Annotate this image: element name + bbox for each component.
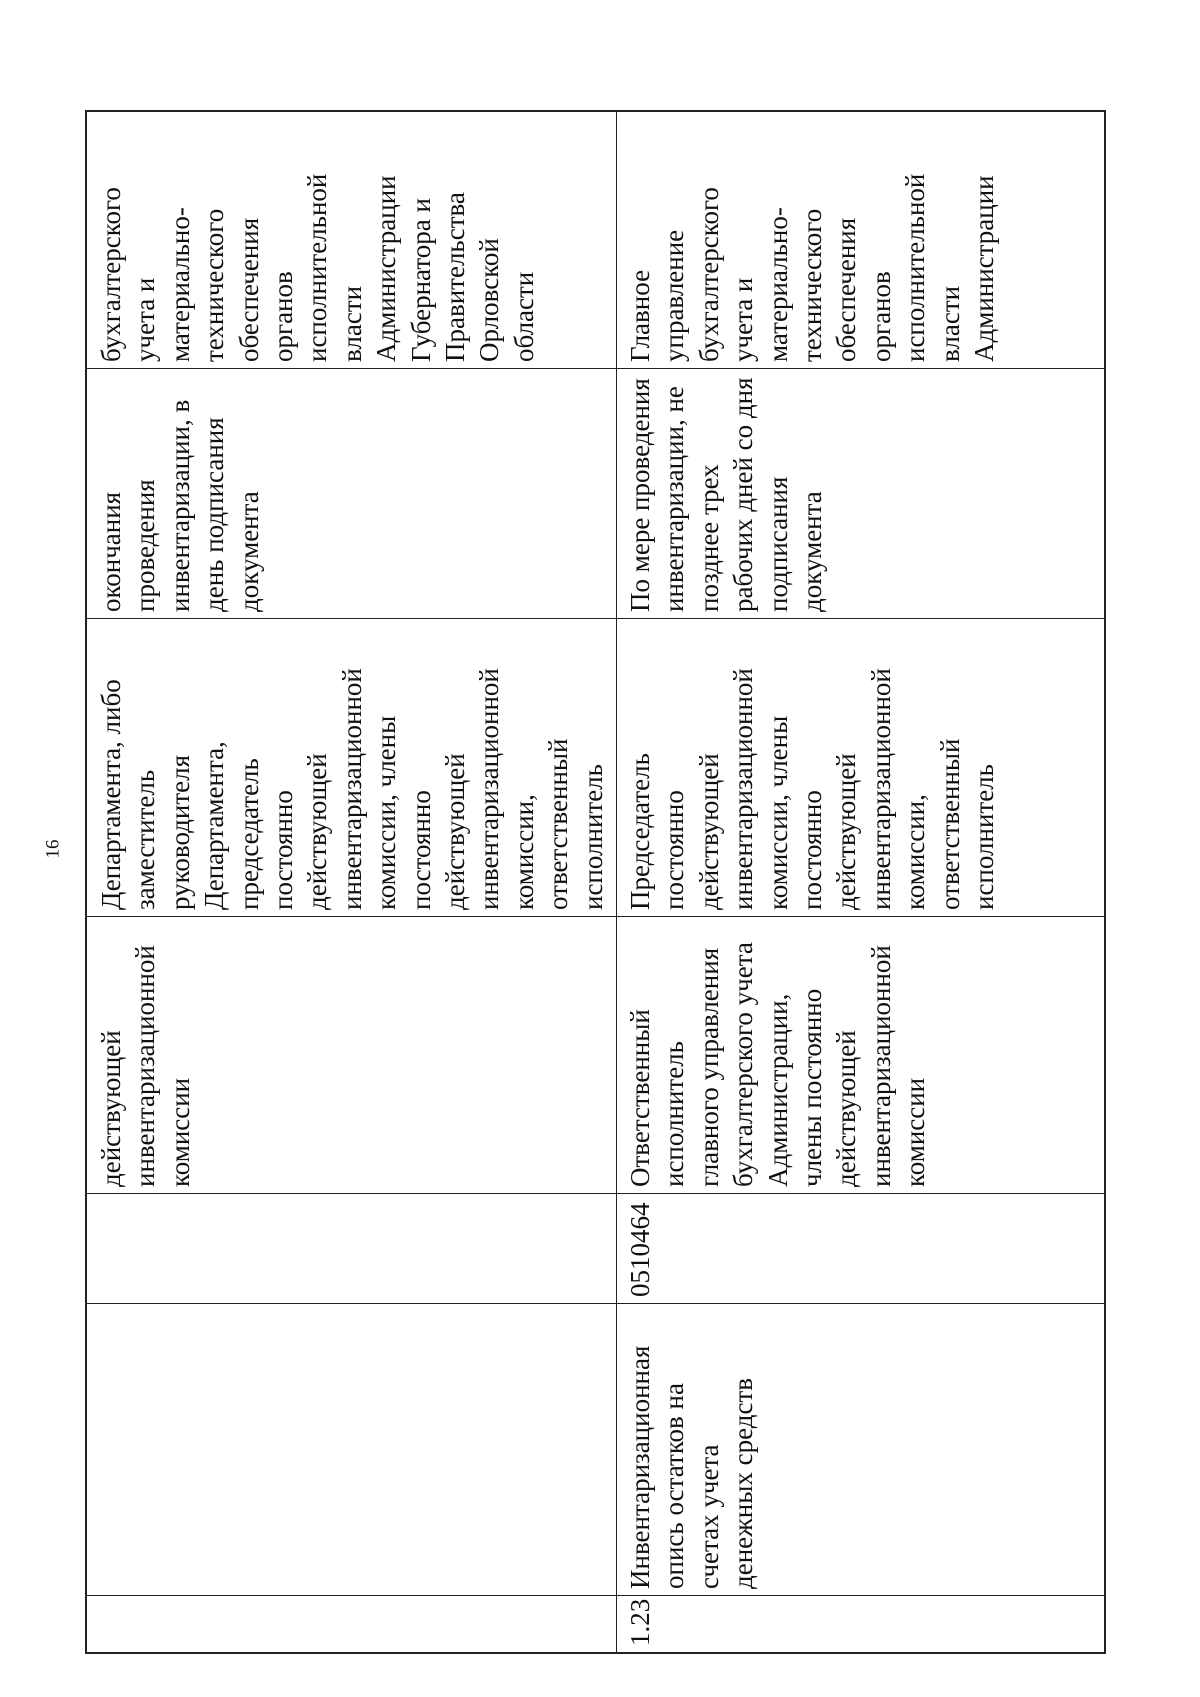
document-table — [85, 110, 1106, 1654]
recipient-text-line: органов — [268, 271, 299, 362]
recipient-text-line: материально- — [164, 207, 195, 362]
cell-drafted-by — [616, 916, 1108, 1193]
signed-by-text-line: исполнитель — [969, 764, 1000, 910]
signed-by-text-line: комиссии, — [508, 794, 539, 910]
cell-deadline — [87, 368, 616, 618]
cell-signed-by — [616, 618, 1108, 916]
deadline-text-line: подписания — [762, 476, 793, 612]
recipient-text-line: управление — [659, 229, 690, 362]
row-number-text: 1.23 — [625, 1598, 655, 1646]
document-name-text-line: опись остатков на — [659, 1383, 690, 1589]
signed-by-text-line: Департамента, — [199, 741, 230, 910]
deadline-text-line: проведения — [130, 479, 161, 612]
cell-drafted-by — [87, 916, 616, 1193]
recipient-text-line: Администрации — [371, 175, 402, 362]
drafted-by-text-line: действующей — [831, 1030, 862, 1187]
recipient-text-line: учета и — [130, 277, 161, 362]
cell-document-name — [87, 1303, 616, 1595]
signed-by-text-line: Департамента, либо — [96, 679, 126, 910]
recipient-text-line: Главное — [625, 269, 655, 362]
deadline-text-line: рабочих дней со дня — [728, 377, 759, 612]
drafted-by-text-line: члены постоянно — [797, 988, 828, 1187]
signed-by-text-line: комиссии, члены — [371, 715, 402, 910]
signed-by-text-line: ответственный — [934, 738, 965, 910]
signed-by-text-line: действующей — [693, 753, 724, 910]
deadline-text-line: документа — [797, 491, 828, 612]
document-name-text-line: денежных средств — [728, 1377, 759, 1589]
cell-row-number — [87, 1595, 616, 1652]
recipient-text-line: области — [508, 271, 539, 362]
drafted-by-text-line: инвентаризационной — [130, 945, 161, 1187]
recipient-text-line: Орловской — [474, 238, 505, 362]
cell-recipient — [87, 108, 616, 368]
signed-by-text-line: инвентаризационной — [474, 668, 505, 910]
recipient-text-line: бухгалтерского — [96, 187, 126, 362]
cell-form-code — [616, 1193, 1108, 1303]
recipient-text-line: Губернатора и — [405, 198, 436, 362]
form-code-text: 0510464 — [625, 1202, 655, 1297]
signed-by-text-line: действующей — [440, 753, 471, 910]
signed-by-text-line: инвентаризационной — [336, 668, 367, 910]
cell-signed-by — [87, 618, 616, 916]
recipient-text-line: обеспечения — [831, 217, 862, 362]
recipient-text-line: власти — [336, 285, 367, 362]
signed-by-text-line: инвентаризационной — [728, 668, 759, 910]
document-name-text-line: Инвентаризационная — [625, 1345, 655, 1589]
page-number — [38, 834, 68, 864]
deadline-text-line: По мере проведения — [625, 378, 655, 612]
signed-by-text-line: постоянно — [268, 790, 299, 910]
signed-by-text-line: инвентаризационной — [865, 668, 896, 910]
recipient-text-line: органов — [865, 271, 896, 362]
signed-by-text-line: действующей — [302, 753, 333, 910]
recipient-text-line: технического — [199, 208, 230, 362]
signed-by-text-line: постоянно — [405, 790, 436, 910]
document-name-text-line: счетах учета — [693, 1444, 724, 1589]
table-container — [85, 110, 1106, 1654]
signed-by-text-line: комиссии, — [900, 794, 931, 910]
cell-recipient — [616, 108, 1108, 368]
drafted-by-text-line: главного управления — [693, 947, 724, 1187]
signed-by-text-line: постоянно — [797, 790, 828, 910]
deadline-text-line: окончания — [96, 491, 126, 612]
recipient-text-line: исполнительной — [900, 173, 931, 362]
signed-by-text-line: Председатель — [625, 753, 655, 910]
cell-form-code — [87, 1193, 616, 1303]
cell-row-number — [616, 1595, 1108, 1652]
deadline-text-line: день подписания — [199, 417, 230, 612]
recipient-text-line: материально- — [762, 207, 793, 362]
signed-by-text-line: заместитель — [130, 769, 161, 910]
recipient-text-line: исполнительной — [302, 173, 333, 362]
deadline-text-line: инвентаризации, не — [659, 386, 690, 612]
signed-by-text-line: руководителя — [164, 754, 195, 910]
recipient-text-line: Правительства — [440, 192, 471, 362]
signed-by-text-line: исполнитель — [577, 764, 608, 910]
drafted-by-text-line: Ответственный — [625, 1009, 655, 1187]
drafted-by-text-line: комиссии — [164, 1077, 195, 1187]
deadline-text-line: инвентаризации, в — [164, 399, 195, 612]
drafted-by-text-line: инвентаризационной — [865, 945, 896, 1187]
recipient-text-line: власти — [934, 285, 965, 362]
signed-by-text-line: председатель — [233, 758, 264, 910]
deadline-text-line: позднее трех — [693, 464, 724, 612]
recipient-text-line: технического — [797, 208, 828, 362]
deadline-text-line: документа — [233, 491, 264, 612]
recipient-text-line: учета и — [728, 277, 759, 362]
page-number-text: 16 — [42, 839, 63, 859]
signed-by-text-line: комиссии, члены — [762, 715, 793, 910]
recipient-text-line: обеспечения — [233, 217, 264, 362]
drafted-by-text-line: Администрации, — [762, 993, 793, 1187]
drafted-by-text-line: действующей — [96, 1030, 126, 1187]
signed-by-text-line: постоянно — [659, 790, 690, 910]
signed-by-text-line: ответственный — [543, 738, 574, 910]
cell-document-name — [616, 1303, 1108, 1595]
cell-deadline — [616, 368, 1108, 618]
recipient-text-line: бухгалтерского — [693, 187, 724, 362]
signed-by-text-line: действующей — [831, 753, 862, 910]
drafted-by-text-line: бухгалтерского учета — [728, 942, 759, 1187]
drafted-by-text-line: комиссии — [900, 1077, 931, 1187]
drafted-by-text-line: исполнитель — [659, 1041, 690, 1187]
recipient-text-line: Администрации — [969, 175, 1000, 362]
